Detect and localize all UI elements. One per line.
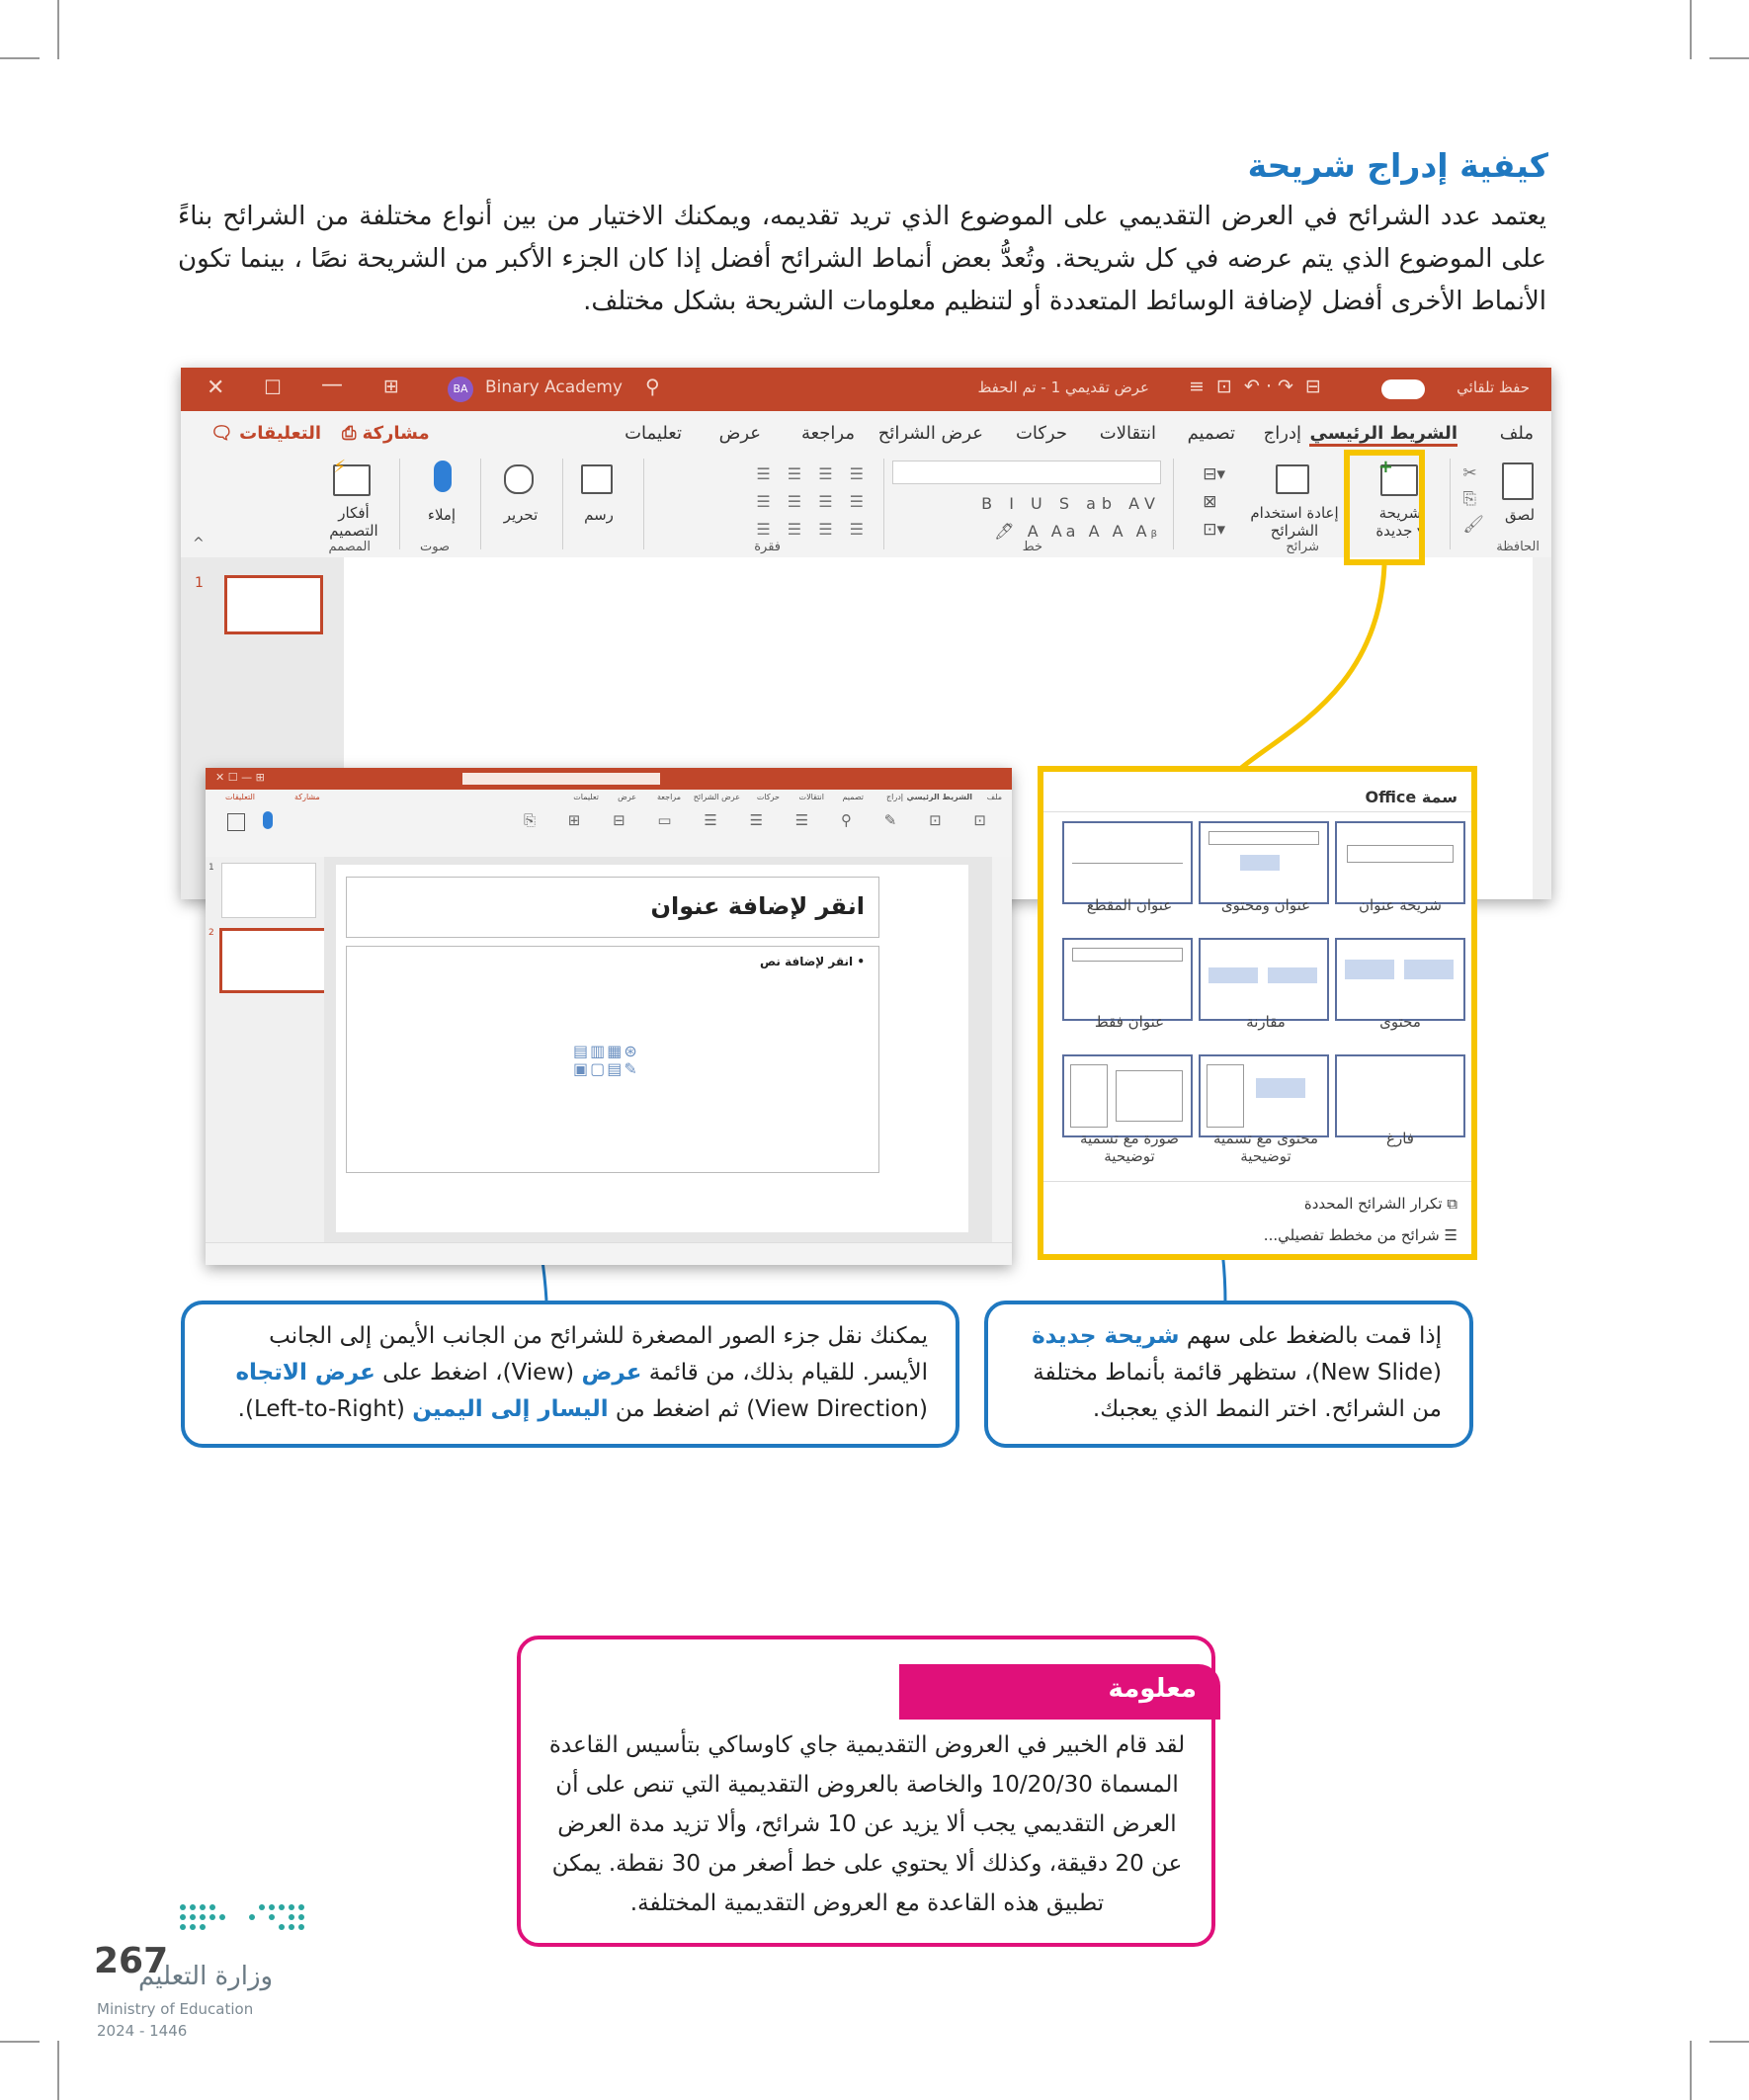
group-label-paragraph: فقرة	[754, 540, 781, 554]
group-label-font: خط	[1022, 540, 1042, 554]
tab-review[interactable]: مراجعة	[656, 793, 681, 801]
avatar[interactable]: BA	[448, 377, 473, 402]
info-label: معلومة	[1108, 1674, 1197, 1704]
group-label-slides: شرائح	[1286, 540, 1319, 554]
powerpoint-window-rtl-demo	[206, 768, 1012, 1265]
duplicate-icon: ⧉	[1447, 1195, 1458, 1213]
ribbon	[206, 805, 1012, 858]
slide-canvas[interactable]	[336, 865, 968, 1232]
academic-year: 2024 - 1446	[97, 2022, 188, 2040]
title-placeholder[interactable]: انقر لإضافة عنوان	[346, 877, 879, 938]
design-ideas-icon[interactable]	[227, 813, 245, 831]
tab-insert[interactable]: إدراج	[885, 793, 903, 801]
divider	[1043, 1181, 1471, 1182]
tab-transitions[interactable]: انتقالات	[798, 793, 824, 801]
microphone-icon[interactable]	[263, 811, 273, 829]
tab-design[interactable]: تصميم	[1187, 423, 1235, 444]
group-label-clipboard: الحافظة	[1496, 540, 1540, 554]
layout-two-content[interactable]	[1335, 938, 1465, 1021]
ministry-name-en: Ministry of Education	[97, 2000, 254, 2018]
tab-animations[interactable]: حركات	[756, 793, 780, 801]
group-label-voice: صوت	[420, 540, 450, 554]
tab-slideshow[interactable]: عرض الشرائح	[877, 423, 983, 444]
content-placeholder[interactable]: • انقر لإضافة نص	[346, 946, 879, 1173]
design-ideas-button[interactable]: أفكار التصميم	[329, 504, 378, 540]
callout-new-slide: إذا قمت بالضغط على سهم شريحة جديدة (New Slide)، ستظهر قائمة بأنماط مختلفة من الشرائح. اختر النمط الذي يعجبك.	[984, 1301, 1473, 1448]
layout-label: محتوى مع تسمية توضيحية	[1212, 1130, 1319, 1165]
slide-thumbnail-pane	[206, 857, 324, 1242]
layout-label: محتوى	[1379, 1013, 1421, 1031]
page-number: 267	[94, 1941, 169, 1981]
ministry-name-ar: وزارة التعليم	[138, 1962, 274, 1991]
text-placeholder: انقر لإضافة نص	[760, 955, 854, 968]
ribbon-icons[interactable]: ⎘ ⊞ ⊟ ▭ ☰ ☰ ☰ ⚲ ✎ ⊡ ⊡	[523, 811, 1000, 829]
insert-content-icons[interactable]: ▤▥▦⊛ ▣▢▤✎	[573, 1042, 639, 1078]
ribbon-display-icon[interactable]: ⊞	[383, 376, 399, 397]
dictate-button[interactable]: إملاء	[427, 506, 457, 524]
collapse-ribbon-icon[interactable]: ^	[193, 536, 205, 551]
comments-button[interactable]: التعليقات	[225, 793, 256, 801]
plus-icon: +	[1377, 457, 1393, 477]
layout-label: شريحة عنوان	[1359, 896, 1442, 914]
divider	[1043, 811, 1471, 812]
vertical-scrollbar[interactable]	[992, 857, 1012, 1242]
layout-blank[interactable]	[1335, 1054, 1465, 1137]
tab-file[interactable]: ملف	[986, 793, 1002, 801]
layout-title-only[interactable]	[1062, 938, 1193, 1021]
tab-transitions[interactable]: انتقالات	[1099, 423, 1156, 444]
search-icon[interactable]: ⚲	[645, 375, 660, 398]
close-icon[interactable]: ✕	[207, 376, 225, 400]
duplicate-slides-item[interactable]: ⧉ تكرار الشرائح المحددة	[1303, 1195, 1458, 1213]
layout-label: صورة مع تسمية توضيحية	[1080, 1130, 1179, 1165]
layout-title-slide[interactable]	[1335, 821, 1465, 904]
search-box[interactable]	[462, 773, 660, 785]
clipboard-small-icons[interactable]: ✂ ⎘ 🖌	[1462, 463, 1484, 535]
layout-gallery	[1038, 766, 1477, 1260]
tab-help[interactable]: تعليمات	[573, 793, 599, 801]
tab-home[interactable]: الشريط الرئيسي	[1309, 423, 1458, 447]
slide-options-icons[interactable]: ⊟▾ ⊠ ⊡▾	[1203, 464, 1225, 540]
tab-home[interactable]: الشريط الرئيسي	[906, 793, 972, 801]
tab-help[interactable]: تعليمات	[625, 423, 682, 444]
layout-label: عنوان فقط	[1094, 1013, 1165, 1031]
font-format-icons[interactable]: B I U S ab AV	[981, 494, 1161, 513]
ribbon-tabs	[206, 790, 1012, 805]
share-button[interactable]: مشاركة	[294, 793, 320, 801]
tab-file[interactable]: ملف	[1499, 423, 1534, 444]
title-bar	[206, 768, 1012, 790]
slide-number: 1	[208, 863, 214, 873]
layout-title-content[interactable]	[1199, 821, 1329, 904]
slide-number: 2	[208, 928, 214, 938]
layout-label: عنوان ومحتوى	[1220, 896, 1311, 914]
slide-editor	[324, 857, 992, 1242]
font-color-icons[interactable]: 🖊 A Aa A A Aᵦ	[994, 522, 1161, 541]
share-button[interactable]: ⎙ مشاركة	[342, 423, 430, 444]
info-label-tab	[899, 1664, 1220, 1720]
layout-label: عنوان المقطع	[1086, 896, 1173, 914]
layout-content-caption[interactable]	[1199, 1054, 1329, 1137]
tab-view[interactable]: عرض	[618, 793, 636, 801]
tab-slideshow[interactable]: عرض الشرائح	[693, 793, 740, 801]
layout-section-header[interactable]	[1062, 821, 1193, 904]
info-text: لقد قام الخبير في العروض التقديمية جاي كاوساكي بتأسيس القاعدة المسماة 10/20/30 والخاصة بالعروض التقديمية التي تنص على أن العرض التقديمي يجب ألا يزيد عن 10 شرائح، وألا تزيد مدة العرض عن 20 دقيقة، وكذلك ألا يحتوي على خط أصغر من 30 نقطة. يمكن تطبيق هذه القاعدة مع العروض التقديمية المختلفة.	[548, 1732, 1186, 1916]
lightning-icon: ⚡	[333, 457, 346, 477]
paragraph-icons[interactable]: ☰ ☰ ☰ ☰ ☰ ☰ ☰ ☰ ☰ ☰ ☰ ☰	[756, 464, 870, 539]
ministry-logo-dots	[173, 1899, 321, 1939]
minimize-icon[interactable]: —	[321, 373, 343, 397]
reuse-slides-button[interactable]: إعادة استخدام الشرائح	[1250, 504, 1339, 540]
window-controls-icons[interactable]: ✕ ☐ — ⊞	[215, 771, 265, 784]
tab-design[interactable]: تصميم	[842, 793, 864, 801]
layout-label: فارغ	[1386, 1130, 1414, 1147]
slide-thumbnail[interactable]	[221, 863, 316, 918]
tab-view[interactable]: عرض	[718, 423, 761, 444]
section-heading: كيفية إدراج شريحة	[1247, 146, 1548, 185]
tab-insert[interactable]: إدراج	[1263, 423, 1301, 444]
layout-label: مقارنة	[1246, 1013, 1286, 1031]
maximize-icon[interactable]: ☐	[264, 376, 282, 399]
quick-access-icons[interactable]: ≡ ⊡ ↶ · ↷ ⊟	[1189, 376, 1321, 397]
outline-icon: ☰	[1444, 1226, 1458, 1244]
account-name: Binary Academy	[485, 378, 623, 397]
layout-picture-caption[interactable]	[1062, 1054, 1193, 1137]
status-bar	[206, 1242, 1012, 1265]
edit-button[interactable]: تحرير	[503, 506, 539, 524]
tab-animations[interactable]: حركات	[1015, 423, 1067, 444]
group-label-designer: المصمم	[328, 540, 371, 554]
layout-comparison[interactable]	[1199, 938, 1329, 1021]
document-title: عرض تقديمي 1 - تم الحفظ	[977, 378, 1149, 396]
new-slide-button[interactable]: شريحة جديدة ▾	[1375, 504, 1425, 540]
gallery-title: سمة Office	[1365, 788, 1458, 806]
autosave-label: حفظ تلقائي	[1457, 378, 1530, 396]
slide-number: 1	[195, 575, 204, 591]
tab-review[interactable]: مراجعة	[800, 423, 855, 444]
slides-from-outline-item[interactable]: ☰ شرائح من مخطط تفصيلي...	[1263, 1226, 1458, 1244]
callout-view-direction: يمكنك نقل جزء الصور المصغرة للشرائح من الجانب الأيمن إلى الجانب الأيسر. للقيام بذلك، من قائمة عرض (View)، اضغط على عرض الاتجاه (View Direction) ثم اضغط من اليسار إلى اليمين (Left-to-Right).	[181, 1301, 959, 1448]
draw-button[interactable]: رسم	[584, 506, 614, 524]
comments-button[interactable]: 🗨 التعليقات	[210, 423, 322, 444]
paste-button[interactable]: لصق	[1504, 506, 1536, 524]
intro-paragraph: يعتمد عدد الشرائح في العرض التقديمي على الموضوع الذي تريد تقديمه، ويمكنك الاختيار من بين أنواع مختلفة من الشرائح بناءً على الموضوع الذي يتم عرضه في كل شريحة. وتُعدُّ بعض أنماط الشرائح أفضل إذا كان الجزء الأكبر من الشريحة نصًا ، بينما تكون الأنماط الأخرى أفضل لإضافة الوسائط المتعددة أو لتنظيم معلومات الشريحة بشكل مختلف.	[178, 202, 1546, 316]
slide-thumbnail-selected[interactable]	[219, 928, 334, 993]
